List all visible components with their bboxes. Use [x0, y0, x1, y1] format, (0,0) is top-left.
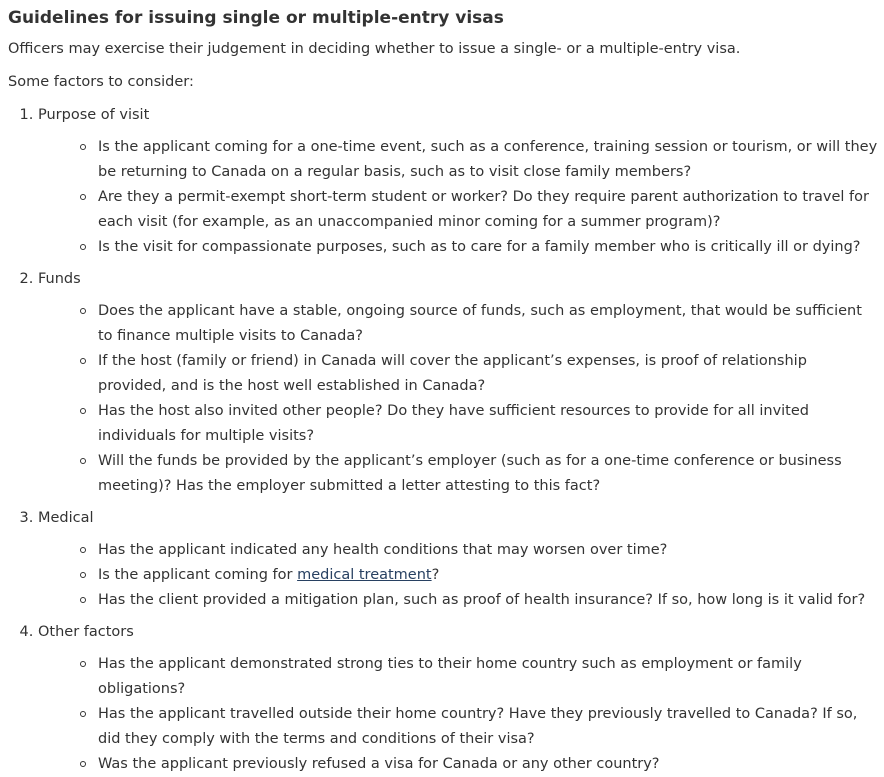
list-item: Is the visit for compassionate purposes, such as to care for a family member who is critically ill or dying?: [68, 235, 878, 260]
list-item: [68, 563, 878, 588]
list-item: Has the host also invited other people? Do they have sufficient resources to provide for all invited individuals for multiple visits?: [68, 399, 878, 449]
question-text-before-link: Is the applicant coming for: [98, 567, 298, 583]
factor-item-funds: [38, 267, 878, 499]
factor-item-purpose-of-visit: [38, 103, 878, 260]
list-item: Has the applicant demonstrated strong ties to their home country such as employment or family obligations?: [68, 652, 878, 702]
factor-label: Purpose of visit: [38, 107, 150, 123]
list-item: Was the applicant previously refused a visa for Canada or any other country?: [68, 752, 878, 777]
list-item: Has the applicant indicated any health conditions that may worsen over time?: [68, 538, 878, 563]
medical-treatment-link[interactable]: medical treatment: [297, 567, 432, 583]
list-item: Are they a permit-exempt short-term student or worker? Do they require parent authorization to travel for each visit (for example, as an unaccompanied minor coming for a summer program)?: [68, 185, 878, 235]
factor-label: Other factors: [38, 624, 134, 640]
factor-item-other-factors: [38, 620, 878, 777]
question-list: [38, 538, 878, 613]
intro-paragraph: Officers may exercise their judgement in deciding whether to issue a single- or a multiple-entry visa.: [8, 41, 741, 57]
list-item: Is the applicant coming for a one-time event, such as a conference, training session or tourism, or will they be returning to Canada on a regular basis, such as to visit close family members?: [68, 135, 878, 185]
page-title: Guidelines for issuing single or multiple-entry visas: [8, 8, 504, 28]
list-item: If the host (family or friend) in Canada will cover the applicant’s expenses, is proof of relationship provided, and is the host well established in Canada?: [68, 349, 878, 399]
list-item: Has the client provided a mitigation plan, such as proof of health insurance? If so, how long is it valid for?: [68, 588, 878, 613]
list-item: Will the funds be provided by the applicant’s employer (such as for a one-time conference or business meeting)? Has the employer submitted a letter attesting to this fact?: [68, 449, 878, 499]
factors-intro: Some factors to consider:: [8, 74, 194, 90]
factor-label: Funds: [38, 271, 81, 287]
factor-item-medical: [38, 506, 878, 613]
question-text-after-link: ?: [431, 567, 440, 583]
page-content: [8, 6, 878, 777]
question-list: [38, 299, 878, 499]
question-list: [38, 652, 878, 777]
list-item: Has the applicant travelled outside their home country? Have they previously travelled to Canada? If so, did they comply with the terms and conditions of their visa?: [68, 702, 878, 752]
factor-label: Medical: [38, 510, 94, 526]
question-list: [38, 135, 878, 260]
factors-list: [8, 103, 878, 777]
list-item: Does the applicant have a stable, ongoing source of funds, such as employment, that would be sufficient to finance multiple visits to Canada?: [68, 299, 878, 349]
